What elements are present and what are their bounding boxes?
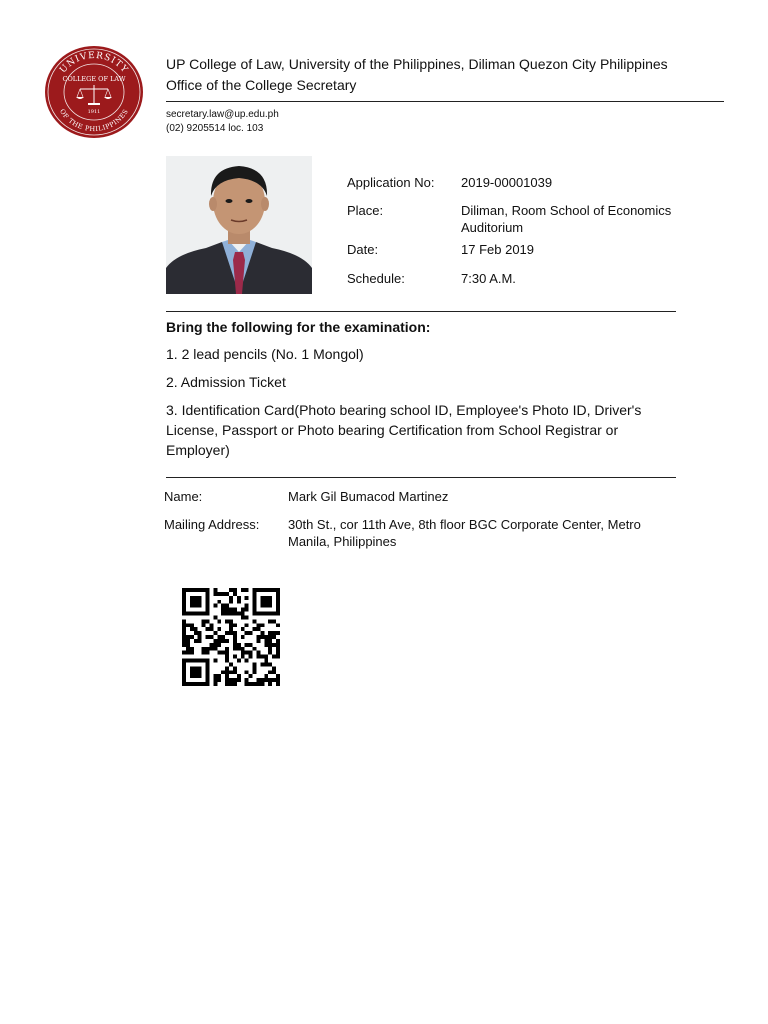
requirement-item: 1. 2 lead pencils (No. 1 Mongol) (166, 346, 364, 362)
qr-code-icon (178, 588, 284, 686)
name-label: Name: (164, 489, 203, 504)
date-label: Date: (347, 242, 379, 257)
place-value: Diliman, Room School of Economics Auditorium (461, 203, 672, 235)
date-value: 17 Feb 2019 (461, 242, 535, 257)
institution-name: UP College of Law, University of the Philippines, Diliman Quezon City Philippines (166, 56, 668, 72)
place-label: Place: (347, 203, 384, 218)
application-number-value: 2019-00001039 (461, 175, 553, 190)
schedule-value: 7:30 A.M. (461, 271, 516, 286)
seal-year: 1911 (87, 109, 101, 115)
office-name: Office of the College Secretary (166, 77, 357, 93)
seal-middle-text: COLLEGE OF LAW (62, 75, 126, 83)
requirements-heading: Bring the following for the examination: (166, 319, 431, 335)
header-divider (166, 101, 724, 102)
seal-bottom-text: OF THE PHILIPPINES (57, 107, 131, 134)
section-divider (166, 311, 676, 312)
university-seal-icon (44, 45, 144, 139)
address-label: Mailing Address: (164, 517, 260, 532)
requirement-item: 2. Admission Ticket (166, 374, 286, 390)
contact-phone: (02) 9205514 loc. 103 (166, 123, 264, 134)
name-value: Mark Gil Bumacod Martinez (288, 489, 449, 504)
applicant-photo (166, 156, 312, 294)
section-divider (166, 477, 676, 478)
contact-email: secretary.law@up.edu.ph (166, 109, 279, 120)
schedule-label: Schedule: (347, 271, 405, 286)
seal-top-text: UNIVERSITY (58, 50, 130, 76)
address-value: 30th St., cor 11th Ave, 8th floor BGC Corporate Center, Metro Manila, Philippines (288, 517, 641, 549)
application-number-label: Application No: (347, 175, 435, 190)
requirement-item: 3. Identification Card(Photo bearing school ID, Employee's Photo ID, Driver's License, Passport or Photo bearing Certification from School Registrar or Employer) (166, 402, 642, 458)
